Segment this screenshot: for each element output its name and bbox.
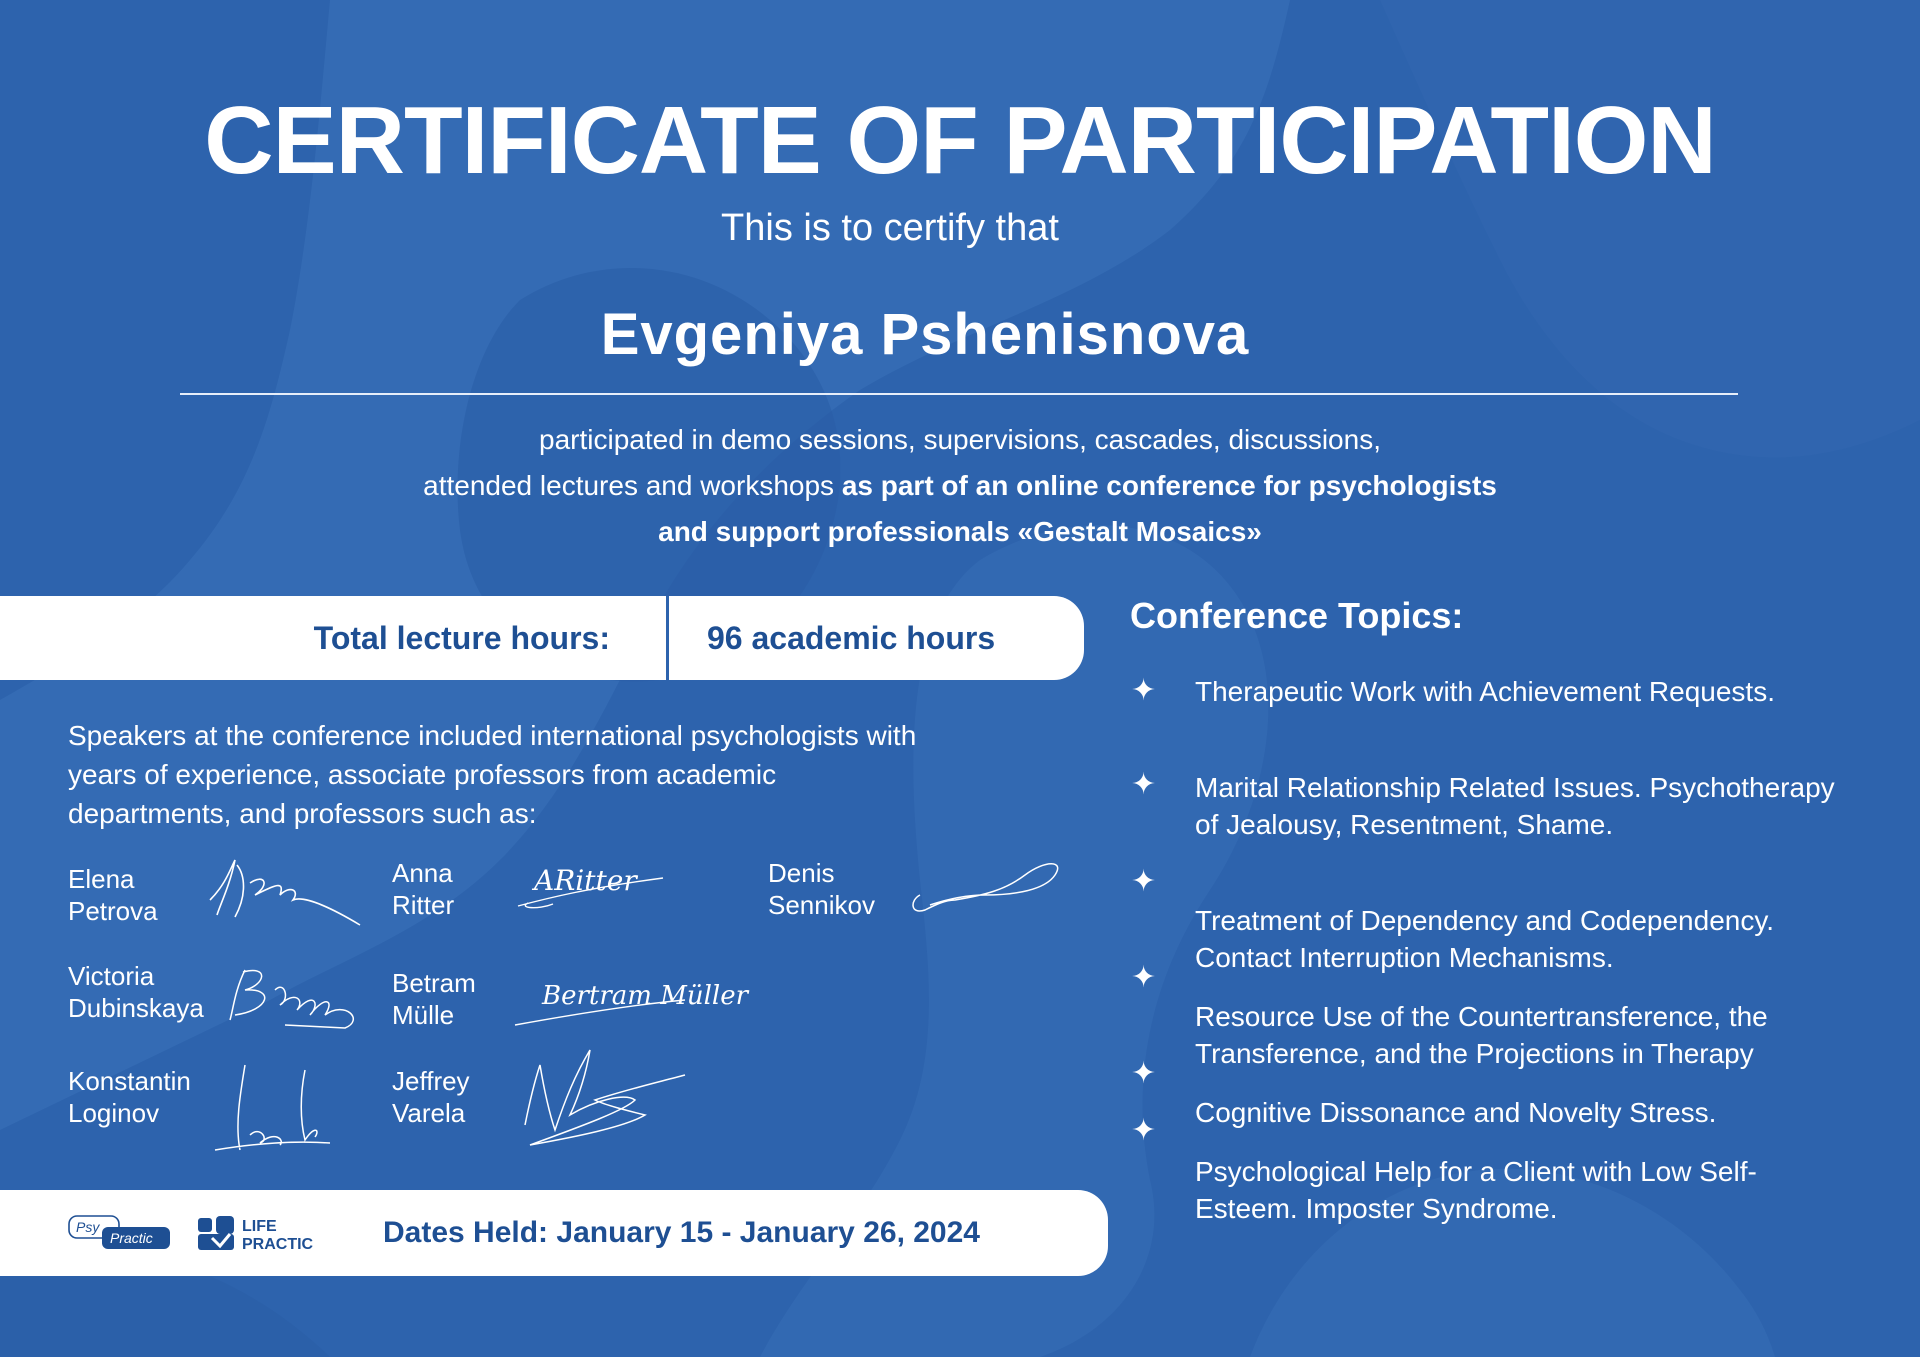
speaker-name-varela [392, 1065, 470, 1129]
four-point-star-icon: ✦ [1131, 674, 1157, 707]
four-point-star-icon: ✦ [1131, 1057, 1157, 1090]
signature-varela [515, 1045, 690, 1150]
speaker-name-dubinskaya [68, 960, 204, 1024]
speaker-last-name: Varela [392, 1098, 466, 1128]
life-practic-logo [198, 1214, 338, 1254]
description-line-2-plain: attended lectures and workshops [423, 470, 842, 501]
topic-item: Marital Relationship Related Issues. Psychotherapy of Jealousy, Resentment, Shame. [1195, 772, 1835, 840]
speaker-first-name: Konstantin [68, 1066, 191, 1096]
signature-loginov [205, 1055, 345, 1155]
speaker-first-name: Elena [68, 864, 135, 894]
speaker-last-name: Sennikov [768, 890, 875, 920]
speaker-last-name: Ritter [392, 890, 455, 920]
speaker-first-name: Jeffrey [392, 1066, 470, 1096]
topic-item: Therapeutic Work with Achievement Requests. [1195, 676, 1775, 707]
speaker-last-name: Mülle [392, 1000, 455, 1030]
speaker-name-sennikov [768, 857, 875, 921]
topics-title: Conference Topics: [1130, 595, 1464, 636]
signature-ritter [508, 848, 668, 918]
dates-held: Dates Held: January 15 - January 26, 2024 [383, 1216, 980, 1249]
speaker-first-name: Victoria [68, 961, 155, 991]
life-logo-line1: LIFE [242, 1218, 277, 1235]
speakers-intro: Speakers at the conference included international psychologists with years of experience, associate professors from academic departments, and professors such as: [68, 720, 917, 829]
hours-label: Total lecture hours: [313, 620, 610, 656]
speaker-last-name: Petrova [68, 896, 158, 926]
psy-logo-top-text: Psy [76, 1219, 100, 1235]
lecture-hours-panel [0, 596, 1084, 680]
signature-ritter-text: ARitter [534, 864, 637, 897]
speaker-last-name: Loginov [68, 1098, 160, 1128]
topic-item: Psychological Help for a Client with Low Self-Esteem. Imposter Syndrome. [1195, 1156, 1757, 1224]
hours-divider [666, 596, 669, 680]
hours-value: 96 academic hours [707, 620, 996, 656]
certify-subtitle: This is to certify that [721, 207, 1059, 249]
speaker-first-name: Denis [768, 858, 835, 888]
participation-description [0, 417, 1920, 555]
signature-mueller-text: Bertram Müller [542, 981, 749, 1011]
speaker-last-name: Dubinskaya [68, 993, 204, 1023]
topic-item: Treatment of Dependency and Codependency. Contact Interruption Mechanisms. [1195, 905, 1775, 973]
speaker-first-name: Anna [392, 858, 453, 888]
description-line-2-bold: as part of an online conference for psychologists [841, 470, 1497, 501]
name-underline [180, 393, 1738, 395]
life-logo-line2: PRACTIC [242, 1236, 314, 1253]
speaker-first-name: Betram [392, 968, 476, 998]
speaker-name-mulle [392, 967, 476, 1031]
psy-logo-bottom-text: Practic [110, 1230, 153, 1246]
signature-petrova [205, 855, 365, 930]
description-line-3 [0, 509, 1920, 555]
four-point-star-icon: ✦ [1131, 1114, 1157, 1147]
description-line-2 [0, 463, 1920, 509]
certificate-title: CERTIFICATE OF PARTICIPATION [204, 87, 1716, 194]
signature-dubinskaya [225, 960, 370, 1030]
description-line-1: participated in demo sessions, supervisions, cascades, discussions, [539, 424, 1381, 455]
dates-panel [0, 1190, 1108, 1276]
recipient-name: Evgeniya Pshenisnova [600, 302, 1250, 367]
speaker-name-ritter [392, 857, 454, 921]
speaker-name-loginov [68, 1065, 191, 1129]
signature-mueller [510, 960, 760, 1030]
four-point-star-icon: ✦ [1131, 865, 1157, 898]
topic-item: Cognitive Dissonance and Novelty Stress. [1195, 1097, 1717, 1128]
description-line-3-bold: and support professionals «Gestalt Mosaics» [658, 516, 1262, 547]
speaker-name-petrova [68, 863, 158, 927]
signature-sennikov [905, 855, 1065, 925]
topic-item: Resource Use of the Countertransference, the Transference, and the Projections in Therapy [1195, 1001, 1768, 1069]
psy-practic-logo [68, 1215, 172, 1251]
four-point-star-icon: ✦ [1131, 768, 1157, 801]
four-point-star-icon: ✦ [1131, 961, 1157, 994]
